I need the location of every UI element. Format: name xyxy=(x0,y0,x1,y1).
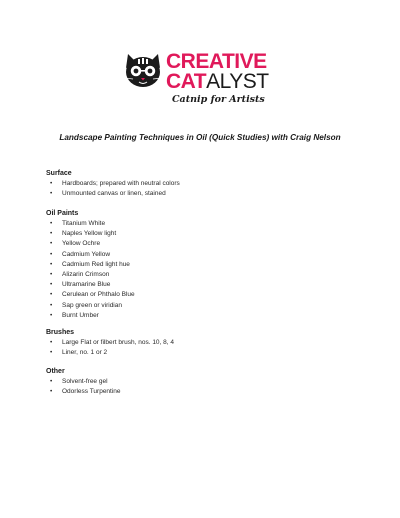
list-item xyxy=(46,348,174,358)
list-item xyxy=(46,260,135,270)
item-list xyxy=(46,179,180,199)
list-item xyxy=(46,311,135,321)
section-heading: Oil Paints xyxy=(46,210,79,217)
list-item xyxy=(46,301,135,311)
list-item-text: Large Flat or filbert brush, nos. 10, 8, 4 xyxy=(62,339,175,346)
bullet: • xyxy=(50,240,53,248)
list-item-text: Yellow Ochre xyxy=(62,240,101,248)
list-item-text: Alizarin Crimson xyxy=(62,271,110,279)
bullet: • xyxy=(50,180,53,187)
bullet: • xyxy=(50,250,53,258)
bullet: • xyxy=(50,260,53,268)
list-item-text: Unmounted canvas or linen, stained xyxy=(62,190,166,198)
logo-tagline: Catnip for Artists xyxy=(172,94,265,105)
creative-catalyst-logo xyxy=(122,50,282,114)
list-item xyxy=(46,229,135,239)
bullet: • xyxy=(50,271,53,279)
list-item-text: Cadmium Yellow xyxy=(62,250,111,258)
list-item-text: Cadmium Red light hue xyxy=(62,260,130,268)
section-heading: Brushes xyxy=(46,329,75,336)
list-item xyxy=(46,290,135,300)
list-item-text: Odorless Turpentine xyxy=(62,388,121,396)
list-item xyxy=(46,250,135,260)
list-item xyxy=(46,377,121,387)
bullet: • xyxy=(50,311,53,319)
bullet: • xyxy=(50,291,53,299)
bullet: • xyxy=(50,301,53,309)
list-item xyxy=(46,280,135,290)
list-item xyxy=(46,387,121,397)
list-item xyxy=(46,219,135,229)
list-item xyxy=(46,270,135,280)
list-item xyxy=(46,239,135,249)
list-item-text: Ultramarine Blue xyxy=(62,281,111,289)
section-heading: Surface xyxy=(46,170,72,177)
bullet: • xyxy=(50,339,53,346)
section-brushes xyxy=(46,328,174,358)
list-item xyxy=(46,179,180,189)
item-list xyxy=(46,377,121,397)
item-list xyxy=(46,338,174,358)
list-item xyxy=(46,189,180,199)
logo-word-creative: CREATIVE xyxy=(166,50,267,73)
bullet: • xyxy=(50,388,53,396)
bullet: • xyxy=(50,349,53,357)
list-item-text: Solvent-free gel xyxy=(62,378,108,385)
section-surface xyxy=(46,169,180,199)
bullet: • xyxy=(50,220,53,227)
logo-word-catalyst xyxy=(166,71,269,92)
document-title: Landscape Painting Techniques in Oil (Quick Studies) with Craig Nelson xyxy=(59,133,341,142)
logo-word-cat: CAT xyxy=(166,70,207,93)
bullet: • xyxy=(50,378,53,385)
list-item-text: Titanium White xyxy=(62,220,106,227)
bullet: • xyxy=(50,230,53,238)
list-item-text: Liner, no. 1 or 2 xyxy=(62,349,108,357)
list-item-text: Burnt Umber xyxy=(62,311,99,319)
cat-with-glasses-icon xyxy=(122,50,164,92)
section-heading: Other xyxy=(46,368,65,375)
item-list xyxy=(46,219,135,321)
logo-word-alyst: ALYST xyxy=(206,70,269,93)
list-item-text: Sap green or viridian xyxy=(62,301,122,309)
list-item-text: Cerulean or Phthalo Blue xyxy=(62,291,135,299)
bullet: • xyxy=(50,190,53,198)
list-item-text: Naples Yellow light xyxy=(62,230,117,238)
list-item xyxy=(46,338,174,348)
list-item-text: Hardboards; prepared with neutral colors xyxy=(62,180,180,187)
section-other xyxy=(46,367,121,397)
section-oil-paints xyxy=(46,209,135,321)
bullet: • xyxy=(50,281,53,289)
